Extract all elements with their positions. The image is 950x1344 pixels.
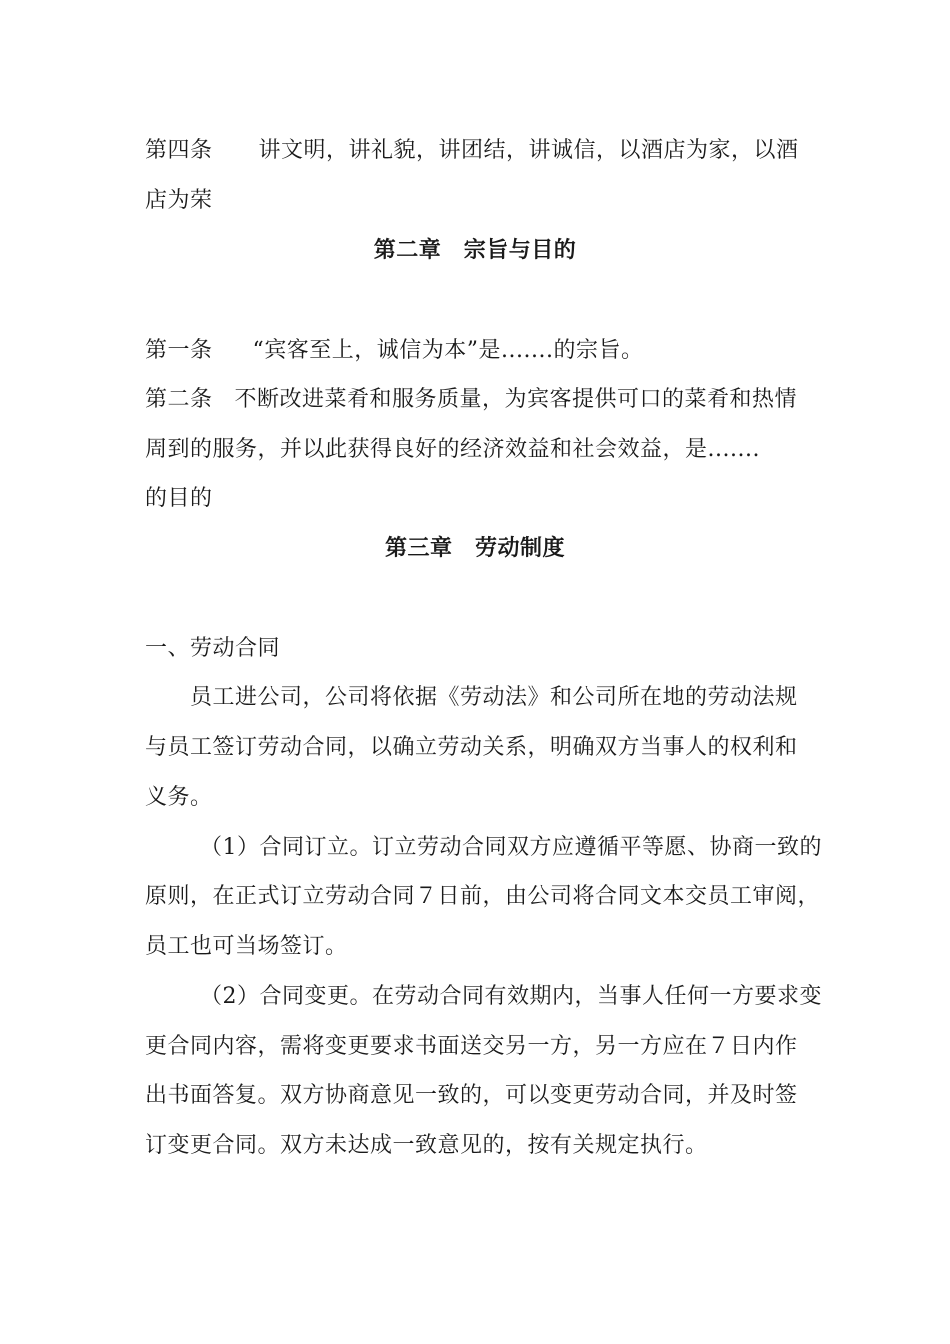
article4-line2: 店为荣 (145, 188, 213, 213)
article4-label: 第四条 (145, 138, 213, 163)
chapter2-article1 (145, 336, 643, 366)
item1-line-2: 原则，在正式订立劳动合同７日前，由公司将合同文本交员工审阅， (145, 884, 821, 909)
chapter2-title: 第二章 宗旨与目的 (373, 238, 577, 263)
item1-line-1: （1）合同订立。订立劳动合同双方应遵循平等愿、协商一致的 (200, 835, 822, 860)
chapter2-article1-text: “宾客至上，诚信为本”是.......的宗旨。 (252, 338, 644, 363)
item2-line-2: 更合同内容，需将变更要求书面送交另一方，另一方应在７日内作 (145, 1034, 798, 1059)
section-labor-contract-heading: 一、劳动合同 (145, 636, 281, 661)
intro-line-3: 义务。 (145, 785, 213, 810)
intro-line-1: 员工进公司，公司将依据《劳动法》和公司所在地的劳动法规 (190, 685, 798, 710)
item2-line-4: 订变更合同。双方未达成一致意见的，按有关规定执行。 (145, 1133, 708, 1158)
chapter2-article2-label: 第二条 (145, 387, 213, 412)
intro-line-2: 与员工签订劳动合同，以确立劳动关系，明确双方当事人的权利和 (145, 735, 798, 760)
item2-line-1: （2）合同变更。在劳动合同有效期内，当事人任何一方要求变 (200, 984, 822, 1009)
chapter3-title: 第三章 劳动制度 (384, 536, 565, 561)
chapter2-article2-line2: 周到的服务，并以此获得良好的经济效益和社会效益，是....... (145, 437, 760, 462)
item2-line-3: 出书面答复。双方协商意见一致的，可以变更劳动合同，并及时签 (145, 1083, 798, 1108)
chapter2-article2-line3: 的目的 (145, 486, 213, 511)
chapter2-article1-label: 第一条 (145, 338, 213, 363)
article4-line1 (145, 136, 799, 166)
chapter2-article2-text-1: 不断改进菜肴和服务质量，为宾客提供可口的菜肴和热情 (234, 387, 798, 412)
item1-line-3: 员工也可当场签订。 (145, 934, 348, 959)
chapter2-article2-line1 (145, 385, 797, 415)
article4-text-1: 讲文明，讲礼貌，讲团结，讲诚信，以酒店为家，以酒 (258, 138, 799, 163)
